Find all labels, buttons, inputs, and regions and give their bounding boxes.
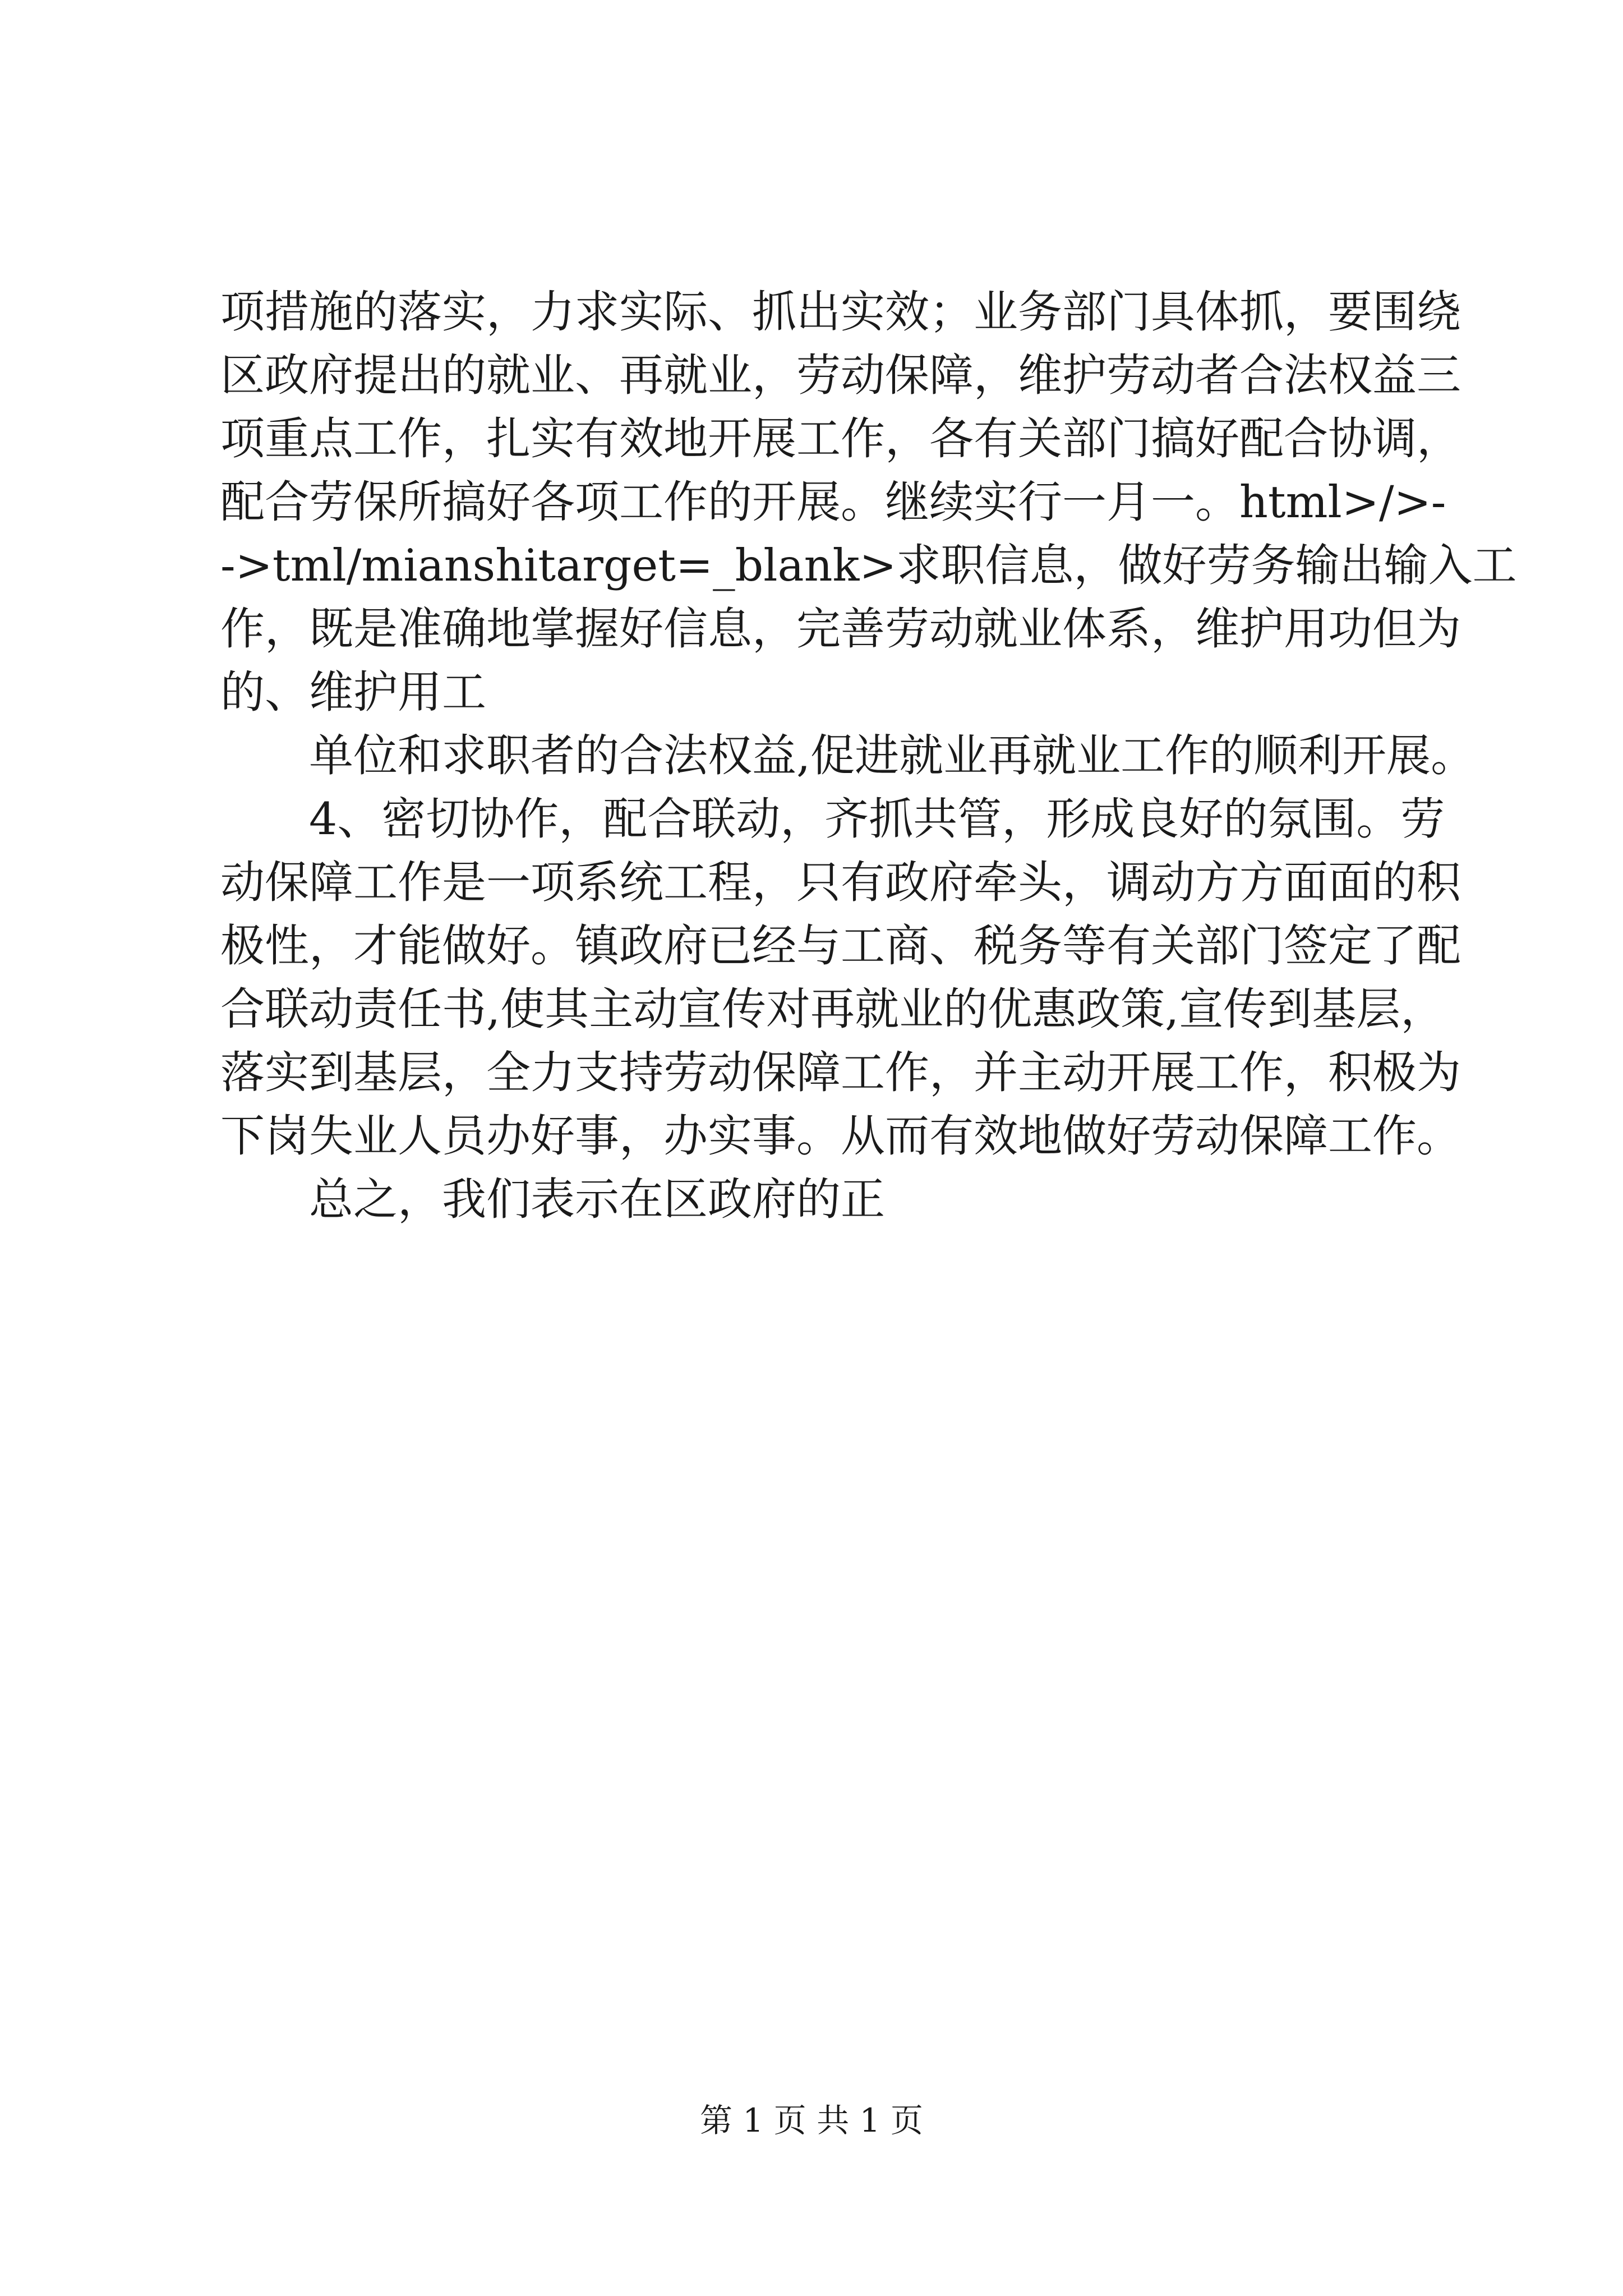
text-line: 总之，我们表示在区政府的正 xyxy=(309,1174,885,1225)
text-line: 合联动责任书,使其主动宣传对再就业的优惠政策,宣传到基层， xyxy=(220,983,1445,1035)
body-text xyxy=(220,280,1517,1231)
text-line: 项重点工作，扎实有效地开展工作，各有关部门搞好配合协调， xyxy=(220,413,1461,464)
text-line: 作，既是准确地掌握好信息，完善劳动就业体系，维护用功但为 xyxy=(220,603,1461,655)
text-line: 项措施的落实，力求实际、抓出实效；业务部门具体抓，要围绕 xyxy=(220,286,1461,338)
text-line: 下岗失业人员办好事，办实事。从而有效地做好劳动保障工作。 xyxy=(220,1110,1461,1162)
text-line: 区政府提出的就业、再就业，劳动保障，维护劳动者合法权益三 xyxy=(220,349,1461,401)
page-footer: 第 1 页 共 1 页 xyxy=(700,2101,923,2139)
paragraph-3 xyxy=(220,788,1461,1168)
text-line: 落实到基层，全力支持劳动保障工作，并主动开展工作，积极为 xyxy=(220,1047,1461,1098)
text-line: 的、维护用工 xyxy=(220,666,486,718)
text-line: 极性，才能做好。镇政府已经与工商、税务等有关部门签定了配 xyxy=(220,920,1461,972)
paragraph-4 xyxy=(220,1168,1409,1231)
text-line: 配合劳保所搞好各项工作的开展。继续实行一月一。html>/>- xyxy=(220,476,1446,528)
text-line: ->tml/mianshitarget=_blank>求职信息，做好劳务输出输入工 xyxy=(220,540,1517,591)
text-line: 4、密切协作，配合联动，齐抓共管，形成良好的氛围。劳 xyxy=(309,793,1445,845)
text-line: 动保障工作是一项系统工程，只有政府牵头，调动方方面面的积 xyxy=(220,857,1461,908)
text-line: 单位和求职者的合法权益,促进就业再就业工作的顺利开展。 xyxy=(309,730,1476,781)
paragraph-2 xyxy=(220,724,1476,788)
paragraph-1 xyxy=(220,280,1517,724)
